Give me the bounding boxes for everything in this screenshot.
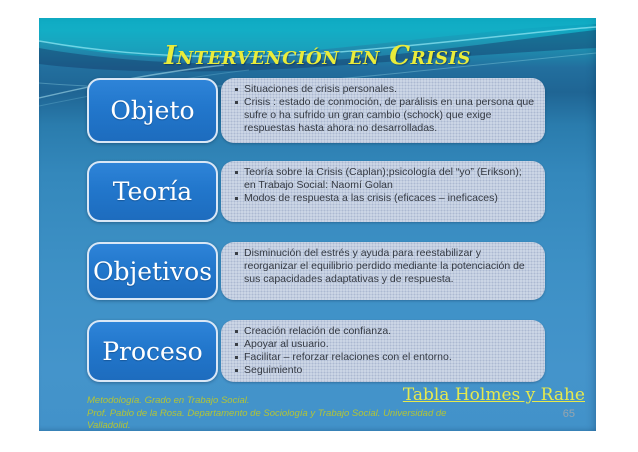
bullet-text: Situaciones de crisis personales.	[244, 83, 397, 95]
footer-line-course: Metodología. Grado en Trabajo Social.	[87, 395, 250, 406]
bullet-text: Modos de respuesta a las crisis (eficaces – ineficaces)	[244, 192, 498, 204]
bullet-item	[233, 96, 535, 135]
slide-title: Intervención en Crisis	[164, 41, 471, 71]
slide-canvas	[39, 18, 596, 431]
smartart-row-proceso	[39, 320, 596, 382]
bullet-marker	[235, 252, 238, 255]
bullet-marker	[235, 197, 238, 200]
footer-line-professor: Prof. Pablo de la Rosa. Departamento de Sociología y Trabajo Social. Universidad de Valladolid.	[87, 407, 447, 431]
bullet-marker	[235, 330, 238, 333]
row-label-objetivos: Objetivos	[87, 242, 218, 300]
row-content-objetivos	[221, 242, 545, 300]
bullet-item	[233, 338, 535, 351]
bullet-marker	[235, 343, 238, 346]
bullet-text: Disminución del estrés y ayuda para reestabilizar y reorganizar el equilibrio perdido mediante la potenciación de sus capacidades adaptativas y de respuesta.	[244, 247, 525, 285]
slide-footer	[87, 395, 447, 431]
bullet-text: Teoría sobre la Crisis (Caplan);psicología del “yo” (Erikson); en Trabajo Social: Naomí Golan	[244, 166, 522, 191]
bullet-item	[233, 166, 535, 192]
smartart-row-objeto	[39, 78, 596, 143]
bullet-marker	[235, 369, 238, 372]
bullet-item	[233, 247, 535, 286]
row-label-teoria: Teoría	[87, 161, 218, 222]
bullet-item	[233, 325, 535, 338]
bullet-item	[233, 351, 535, 364]
bullet-marker	[235, 356, 238, 359]
smartart-row-teoria	[39, 161, 596, 222]
row-content-proceso	[221, 320, 545, 382]
row-content-objeto	[221, 78, 545, 143]
bullet-text: Facilitar – reforzar relaciones con el entorno.	[244, 351, 452, 363]
bullet-marker	[235, 101, 238, 104]
bullet-item	[233, 192, 535, 205]
row-label-objeto: Objeto	[87, 78, 218, 143]
smartart-row-objetivos	[39, 242, 596, 300]
bullet-item	[233, 364, 535, 377]
page-number: 65	[562, 408, 575, 420]
bullet-marker	[235, 171, 238, 174]
tabla-holmes-rahe-link[interactable]: Tabla Holmes y Rahe	[402, 385, 585, 405]
bullet-text: Crisis : estado de conmoción, de parálisis en una persona que sufre o ha sufrido un gran cambio (schock) que exige respuestas hasta ahora no desarrolladas.	[244, 96, 535, 134]
bullet-item	[233, 83, 535, 96]
row-label-proceso: Proceso	[87, 320, 218, 382]
bullet-text: Creación relación de confianza.	[244, 325, 392, 337]
bullet-marker	[235, 88, 238, 91]
bullet-text: Apoyar al usuario.	[244, 338, 329, 350]
row-content-teoria	[221, 161, 545, 222]
bullet-text: Seguimiento	[244, 364, 303, 376]
